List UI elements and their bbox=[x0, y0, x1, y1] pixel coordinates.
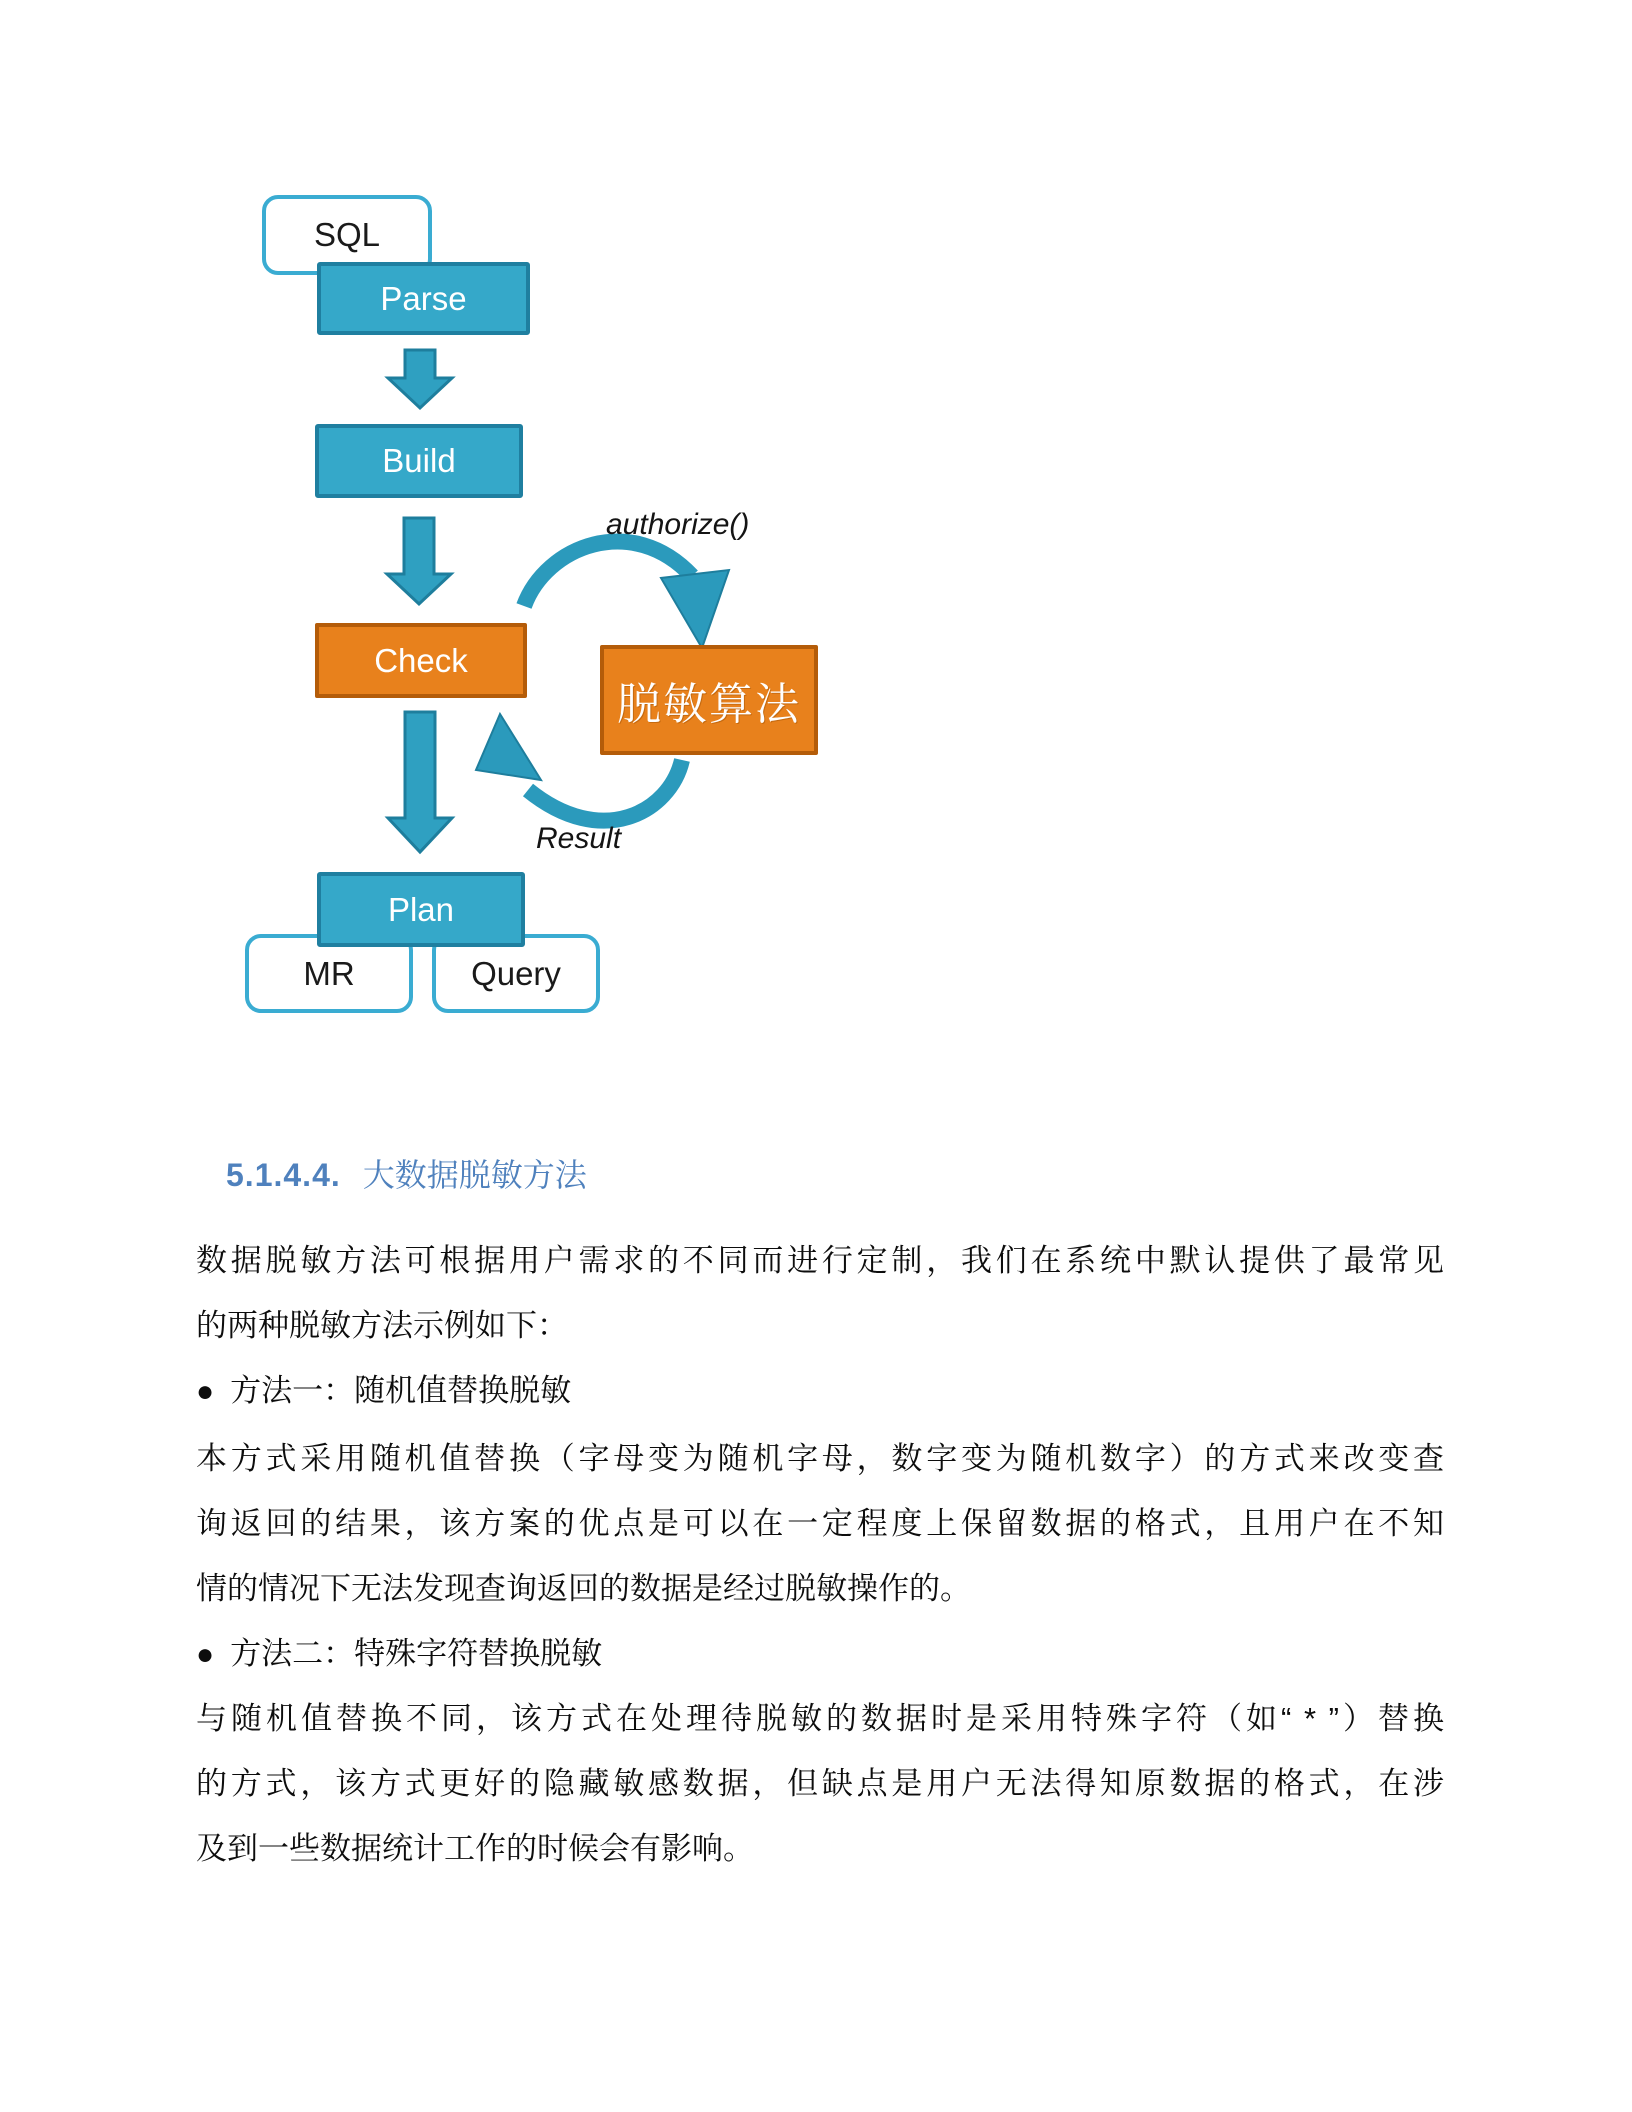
node-plan-label: Plan bbox=[387, 890, 455, 928]
method2-line-2: 的方式，该方式更好的隐藏敏感数据，但缺点是用户无法得知原数据的格式，在涉 bbox=[196, 1766, 1444, 1801]
method2-line-3: 及到一些数据统计工作的时候会有影响。 bbox=[196, 1831, 754, 1866]
bullet-icon: ● bbox=[196, 1375, 215, 1408]
bullet-icon: ● bbox=[196, 1638, 215, 1671]
sql-flow-diagram bbox=[0, 0, 900, 1100]
bullet-method1-title: 方法一：随机值替换脱敏 bbox=[230, 1373, 572, 1408]
authorize-curve bbox=[524, 542, 692, 606]
heading-title: 大数据脱敏方法 bbox=[362, 1157, 587, 1193]
node-mr-label: MR bbox=[303, 954, 355, 992]
method1-line-1: 本方式采用随机值替换（字母变为随机字母，数字变为随机数字）的方式来改变查 bbox=[196, 1441, 1444, 1476]
parse-to-build-arrow bbox=[388, 350, 452, 408]
intro-line-2: 的两种脱敏方法示例如下： bbox=[196, 1308, 568, 1343]
result-curve bbox=[528, 760, 682, 821]
node-plan bbox=[317, 872, 525, 947]
result-arrowhead bbox=[476, 714, 541, 780]
build-to-check-arrow bbox=[387, 518, 451, 604]
node-check bbox=[315, 623, 527, 698]
method1-line-2: 询返回的结果，该方案的优点是可以在一定程度上保留数据的格式，且用户在不知 bbox=[196, 1506, 1444, 1541]
node-build-label: Build bbox=[382, 442, 456, 479]
method2-line-1: 与随机值替换不同，该方式在处理待脱敏的数据时是采用特殊字符（如“ * ”）替换 bbox=[196, 1701, 1444, 1736]
section-heading bbox=[196, 1153, 1444, 1197]
node-parse-label: Parse bbox=[380, 279, 467, 317]
method1-line-3: 情的情况下无法发现查询返回的数据是经过脱敏操作的。 bbox=[196, 1571, 971, 1606]
node-query-label: Query bbox=[471, 954, 561, 992]
node-parse bbox=[317, 262, 530, 335]
bullet-method2-title: 方法二：特殊字符替换脱敏 bbox=[230, 1636, 603, 1671]
node-sql-label: SQL bbox=[313, 216, 381, 253]
authorize-arrowhead bbox=[661, 570, 729, 648]
result-label: Result bbox=[536, 822, 622, 855]
node-desensitization-algorithm bbox=[600, 645, 818, 755]
bullet-item-method1 bbox=[196, 1370, 1444, 1413]
check-to-plan-arrow bbox=[388, 712, 452, 852]
intro-line-1: 数据脱敏方法可根据用户需求的不同而进行定制，我们在系统中默认提供了最常见 bbox=[196, 1243, 1444, 1278]
node-check-label: Check bbox=[374, 641, 468, 679]
node-build bbox=[315, 424, 523, 498]
bullet-item-method2 bbox=[196, 1633, 1444, 1676]
node-algorithm-label: 脱敏算法 bbox=[617, 679, 801, 730]
authorize-label: authorize() bbox=[606, 508, 750, 541]
heading-number: 5.1.4.4. bbox=[226, 1157, 341, 1193]
